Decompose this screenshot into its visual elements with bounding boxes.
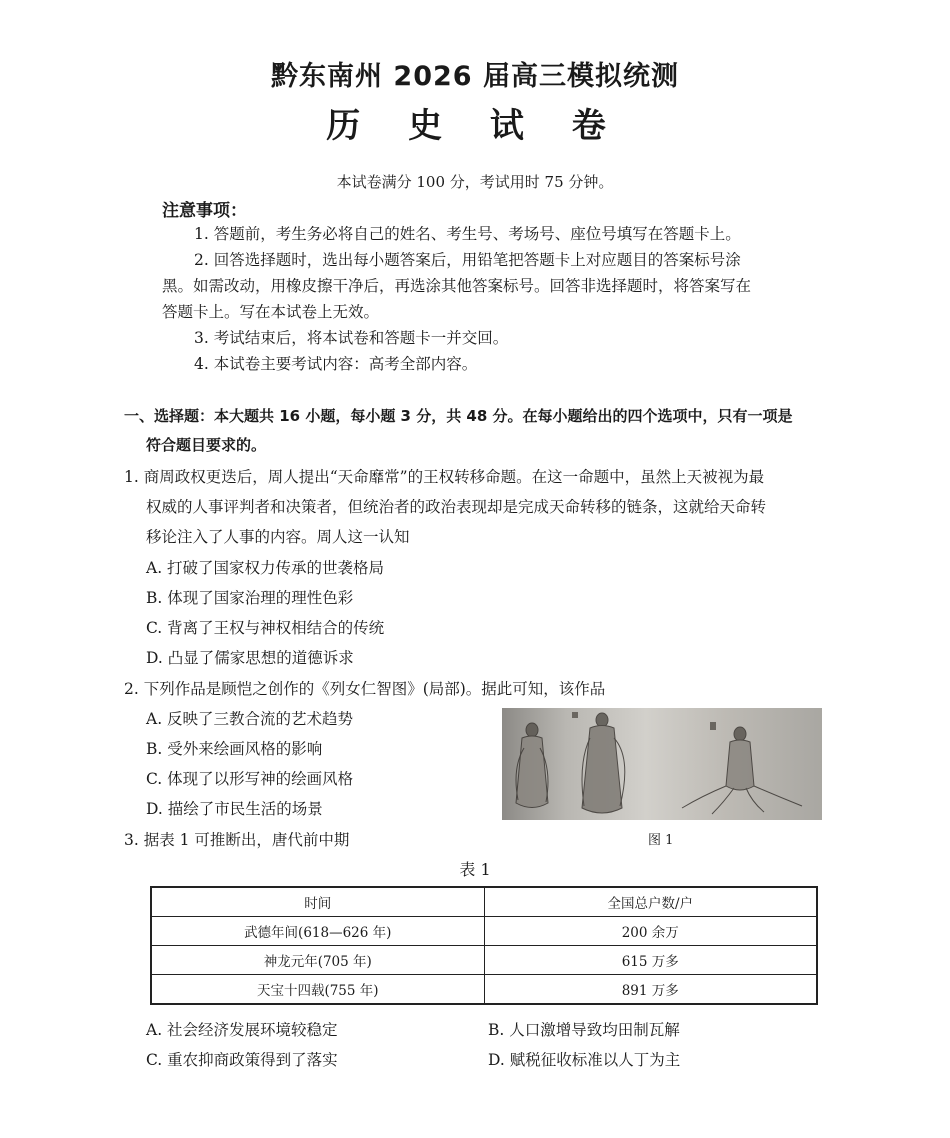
table-row bbox=[151, 975, 817, 1005]
q3-option-d: D. 赋税征收标准以人丁为主 bbox=[488, 1051, 681, 1069]
q2-stem: 2. 下列作品是顾恺之创作的《列女仁智图》(局部)。据此可知，该作品 bbox=[124, 680, 606, 698]
table-header-row bbox=[151, 887, 817, 917]
section-heading-cont: 符合题目要求的。 bbox=[146, 436, 267, 454]
q2-option-c: C. 体现了以形写神的绘画风格 bbox=[146, 770, 354, 788]
q3-option-b: B. 人口激增导致均田制瓦解 bbox=[488, 1021, 680, 1039]
table-row bbox=[151, 917, 817, 946]
table-cell: 200 余万 bbox=[484, 917, 817, 946]
q1-stem: 移论注入了人事的内容。周人这一认知 bbox=[146, 528, 410, 546]
table-caption: 表 1 bbox=[459, 860, 491, 879]
q3-option-a: A. 社会经济发展环境较稳定 bbox=[146, 1021, 338, 1039]
table-cell: 891 万多 bbox=[484, 975, 817, 1005]
q1-stem: 1. 商周政权更迭后，周人提出“天命靡常”的王权转移命题。在这一命题中，虽然上天被视为最 bbox=[124, 468, 765, 486]
q2-option-b: B. 受外来绘画风格的影响 bbox=[146, 740, 323, 758]
notice-line: 答题卡上。写在本试卷上无效。 bbox=[162, 303, 380, 321]
exam-title: 黔东南州 2026 届高三模拟统测 bbox=[271, 61, 679, 92]
q2-option-a: A. 反映了三教合流的艺术趋势 bbox=[146, 710, 354, 728]
notice-line: 3. 考试结束后，将本试卷和答题卡一并交回。 bbox=[194, 329, 509, 347]
exam-info: 本试卷满分 100 分，考试用时 75 分钟。 bbox=[336, 173, 614, 191]
notice-line: 黑。如需改动，用橡皮擦干净后，再选涂其他答案标号。回答非选择题时，将答案写在 bbox=[162, 277, 752, 295]
table-cell: 武德年间(618—626 年) bbox=[151, 917, 484, 946]
q1-stem: 权威的人事评判者和决策者，但统治者的政治表现却是完成天命转移的链条，这就给天命转 bbox=[146, 498, 767, 516]
notice-heading: 注意事项： bbox=[162, 201, 247, 221]
notice-line: 2. 回答选择题时，选出每小题答案后，用铅笔把答题卡上对应题目的答案标号涂 bbox=[194, 251, 741, 269]
q1-option-d: D. 凸显了儒家思想的道德诉求 bbox=[146, 649, 354, 667]
table-cell: 天宝十四载(755 年) bbox=[151, 975, 484, 1005]
household-table bbox=[150, 886, 818, 1005]
notice-line: 1. 答题前，考生务必将自己的姓名、考生号、考场号、座位号填写在答题卡上。 bbox=[194, 225, 741, 243]
q1-option-c: C. 背离了王权与神权相结合的传统 bbox=[146, 619, 385, 637]
table-header-cell: 全国总户数/户 bbox=[484, 887, 817, 917]
q2-option-d: D. 描绘了市民生活的场景 bbox=[146, 800, 323, 818]
subject-title: 历 史 试 卷 bbox=[326, 106, 624, 146]
q3-option-c: C. 重农抑商政策得到了落实 bbox=[146, 1051, 338, 1069]
painting-figure bbox=[502, 708, 822, 820]
table-cell: 615 万多 bbox=[484, 946, 817, 975]
notice-line: 4. 本试卷主要考试内容：高考全部内容。 bbox=[194, 355, 478, 373]
q1-option-a: A. 打破了国家权力传承的世袭格局 bbox=[146, 559, 385, 577]
q3-stem: 3. 据表 1 可推断出，唐代前中期 bbox=[124, 831, 350, 849]
table-cell: 神龙元年(705 年) bbox=[151, 946, 484, 975]
q1-option-b: B. 体现了国家治理的理性色彩 bbox=[146, 589, 354, 607]
table-header-cell: 时间 bbox=[151, 887, 484, 917]
table-row bbox=[151, 946, 817, 975]
section-heading: 一、选择题：本大题共 16 小题，每小题 3 分，共 48 分。在每小题给出的四个选项中，只有一项是 bbox=[124, 407, 793, 425]
figure-caption: 图 1 bbox=[648, 833, 674, 848]
